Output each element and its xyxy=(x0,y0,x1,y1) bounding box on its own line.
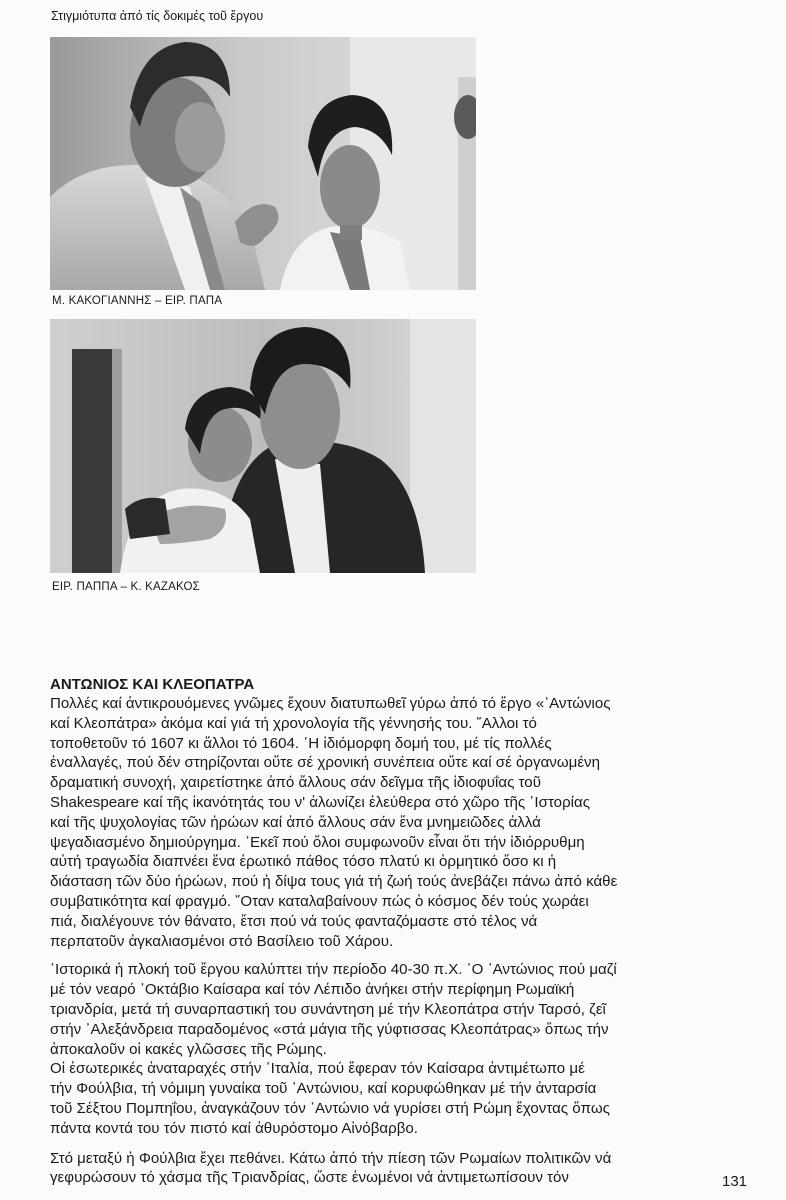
text-line: πάντα κοντά του τόν πιστό καί ἀθυρόστομο Αἰνόβαρβο. xyxy=(50,1119,418,1137)
photo-2-image xyxy=(50,319,476,573)
text-line: Shakespeare καί τῆς ἱκανότητάς του ν' ἀλωνίζει ἐλεύθερα στό χῶρο τῆς ῾Ιστορίας xyxy=(50,793,591,811)
text-line: δραματική συνοχή, χαιρετίστηκε ἀπό ἄλλους σάν δεῖγμα τῆς ἰδιοφυΐας τοῦ xyxy=(50,774,541,792)
text-line: ψεγαδιασμένο δημιούργημα. ᾿Εκεῖ πού ὅλοι συμφωνοῦν εἶναι ὅτι τήν ἰδιόρρυθμη xyxy=(50,833,585,851)
text-line: περπατοῦν ἀγκαλιασμένοι στό Βασίλειο τοῦ Χάρου. xyxy=(50,932,394,950)
page-header: Στιγμιότυπα ἀπό τίς δοκιμές τοῦ ἔργου xyxy=(51,9,264,23)
text-line: ἐναλλαγές, πού δέν στηρίζονται οὔτε σέ χρονική συνέπεια οὔτε καί σέ ὀργανωμένη xyxy=(50,754,600,772)
text-line: μέ τόν νεαρό ᾿Οκτάβιο Καίσαρα καί τόν Λέπιδο ἀνήκει στήν περίφημη Ρωμαϊκή xyxy=(50,981,575,999)
text-line: καί Κλεοπάτρα» ἀκόμα καί γιά τή χρονολογία τῆς γέννησής του. ῎Αλλοι τό xyxy=(50,714,537,732)
text-line: τήν Φούλβια, τή νόμιμη γυναίκα τοῦ ᾿Αντώνιου, καί κορυφώθηκαν μέ τήν ἀνταρσία xyxy=(50,1080,597,1098)
text-line: στήν ᾿Αλεξάνδρεια παραδομένος «στά μάγια τῆς γύφτισσας Κλεοπάτρας» ὅπως τήν xyxy=(50,1020,609,1038)
text-line: Πολλές καί ἀντικρουόμενες γνῶμες ἔχουν διατυπωθεῖ γύρω ἀπό τό ἔργο «᾿Αντώνιος xyxy=(50,695,611,712)
text-line: τοποθετοῦν τό 1607 κι ἄλλοι τό 1604. ῾Η ἰδιόμορφη δομή του, μέ τίς πολλές xyxy=(50,734,552,752)
text-line: συμβατικότητα καί φραγμό. ῞Οταν καταλαβαίνουν πώς ὁ κόσμος δέν τούς χωράει xyxy=(50,892,589,910)
rehearsal-photo-1 xyxy=(50,37,476,290)
text-line: ῾Ιστορικά ἡ πλοκή τοῦ ἔργου καλύπτει τήν περίοδο 40-30 π.Χ. ῾Ο ᾿Αντώνιος πού μαζί xyxy=(50,961,617,979)
text-line: τριανδρία, μετά τή συναρπαστική του συνάντηση μέ τήν Κλεοπάτρα στήν Ταρσό, ζεῖ xyxy=(50,1000,606,1018)
text-line: διάσταση τῶν δύο ἡρώων, πού ἡ δίψα τους γιά τή ζωή τούς ἀνεβάζει πάνω ἀπό κάθε xyxy=(50,873,618,891)
photo-2-caption: ΕΙΡ. ΠΑΠΠΑ – Κ. ΚΑΖΑΚΟΣ xyxy=(52,581,200,593)
text-line: Οἱ ἐσωτερικές ἀναταραχές στήν ᾿Ιταλία, πού ἔφεραν τόν Καίσαρα ἀντιμέτωπο μέ xyxy=(50,1060,585,1078)
photo-1-caption: Μ. ΚΑΚΟΓΙΑΝΝΗΣ – ΕΙΡ. ΠΑΠΑ xyxy=(52,295,223,307)
photo-1-image xyxy=(50,37,476,290)
text-line: αὐτή τραγωδία διαπνέει ἕνα ἐρωτικό πάθος τόσο πλατύ κι ὁρμητικό ὅσο κι ἡ xyxy=(50,853,557,871)
text-line: καί τῆς ψυχολογίας τῶν ἡρώων καί ἀπό ἄλλους σάν ἕνα μνημειῶδες ἀλλά xyxy=(50,813,541,831)
article-paragraph-3 xyxy=(50,1149,750,1189)
page-number: 131 xyxy=(722,1173,748,1190)
text-line: πιά, διαλέγουνε τόν θάνατο, ἔτσι πού νά τούς φανταζόμαστε στό τέλος νά xyxy=(50,912,538,930)
article-paragraph-2 xyxy=(50,960,750,1138)
article xyxy=(50,675,750,1188)
text-line: ἀποκαλοῦν οἱ κακές γλῶσσες τῆς Ρώμης. xyxy=(50,1040,327,1058)
text-line: Στό μεταξύ ἡ Φούλβια ἔχει πεθάνει. Κάτω ἀπό τήν πίεση τῶν Ρωμαίων πολιτικῶν νά xyxy=(50,1149,612,1167)
text-line: γεφυρώσουν τό χάσμα τῆς Τριανδρίας, ὥστε ἑνωμένοι νά ἀντιμετωπίσουν τόν xyxy=(50,1169,569,1187)
article-title: ΑΝΤΩΝΙΟΣ ΚΑΙ ΚΛΕΟΠΑΤΡΑ xyxy=(50,676,255,693)
rehearsal-photo-2 xyxy=(50,319,476,573)
article-paragraph-1 xyxy=(50,694,750,951)
text-line: τοῦ Σέξτου Πομπηΐου, ἀναγκάζουν τόν ᾿Αντώνιο νά γυρίσει στή Ρώμη ἔχοντας ὅπως xyxy=(50,1099,610,1117)
